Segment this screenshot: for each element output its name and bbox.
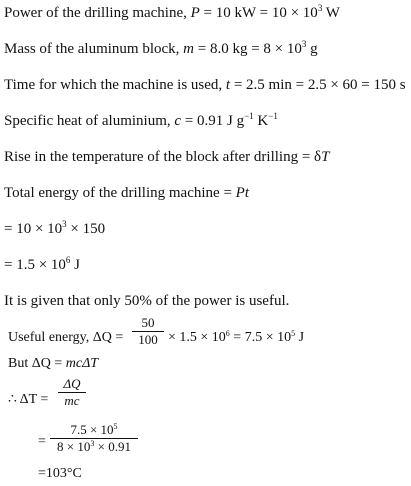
therefore-fraction-num: ΔQ — [63, 376, 81, 391]
power-label: Power of the drilling machine, — [4, 5, 191, 21]
mass-unit: g — [306, 41, 318, 57]
power-unit: W — [322, 5, 340, 21]
time-value: = 2.5 min = 2.5 × 60 = 150 s — [230, 77, 406, 93]
specific-heat-unit: K — [253, 113, 269, 129]
calc-fraction-num: $7.5 \times 10^5$ — [70, 422, 118, 437]
energy-calc-a: = 10 × 10 — [4, 221, 63, 237]
energy-result-exp: 6 — [65, 255, 71, 265]
mass-value: = 8.0 kg = 8 × 10 — [194, 41, 302, 57]
specific-heat-var: c — [174, 113, 182, 129]
energy-result-a: = 1.5 × 10 — [4, 257, 66, 273]
time-line — [4, 76, 406, 94]
but-equation: But ΔQ = mcΔT — [8, 356, 99, 371]
temperature-rise-var: T — [321, 149, 330, 165]
time-label: Time for which the machine is used, — [4, 77, 226, 93]
total-energy-line — [4, 184, 249, 202]
energy-result-line — [4, 256, 80, 274]
mass-var: m — [183, 41, 194, 57]
energy-calc-line — [4, 220, 105, 238]
energy-calc-exp: 3 — [62, 219, 67, 229]
power-line — [4, 4, 340, 22]
power-var: P — [190, 5, 200, 21]
calc-fraction — [50, 423, 138, 454]
useful-energy-lead: Useful energy, ΔQ = — [8, 330, 124, 345]
useful-energy-tail: × $1.5 \times 10^6 = 7.5 \times 10^5$ J — [168, 329, 305, 345]
useful-fraction — [132, 316, 164, 347]
specific-heat-exp1: −1 — [244, 111, 254, 121]
specific-heat-value: = 0.91 J g — [181, 113, 245, 129]
specific-heat-line — [4, 112, 278, 130]
energy-calc-b: × 150 — [66, 221, 106, 237]
therefore-fraction — [58, 377, 86, 408]
therefore-fraction-den: mc — [64, 393, 80, 408]
power-value: = 10 kW = 10 × 10 — [199, 5, 318, 21]
useful-fraction-num: 50 — [141, 315, 155, 330]
specific-heat-exp2: −1 — [268, 111, 278, 121]
energy-result-unit: J — [70, 257, 81, 273]
mass-line — [4, 40, 318, 58]
temperature-rise-label: Rise in the temperature of the block after drilling = δ — [4, 149, 322, 165]
useful-fraction-den: 100 — [138, 332, 158, 347]
calc-equals: = — [38, 434, 46, 449]
specific-heat-label: Specific heat of aluminium, — [4, 113, 175, 129]
final-result: =103°C — [38, 466, 82, 481]
calc-fraction-den: $8 \times 10^3 \times 0.91$ — [57, 439, 131, 454]
power-exp: 3 — [317, 3, 323, 13]
total-energy-label: Total energy of the drilling machine = — [4, 185, 236, 201]
temperature-rise-line — [4, 148, 329, 166]
time-var: t — [225, 77, 231, 93]
useful-note-text: It is given that only 50% of the power is useful. — [4, 293, 290, 309]
therefore-lead: ∴ ΔT = — [8, 392, 49, 407]
mass-label: Mass of the aluminum block, — [4, 41, 184, 57]
useful-note-line — [4, 292, 289, 310]
total-energy-var: Pt — [235, 185, 249, 201]
mass-exp: 3 — [301, 39, 307, 49]
